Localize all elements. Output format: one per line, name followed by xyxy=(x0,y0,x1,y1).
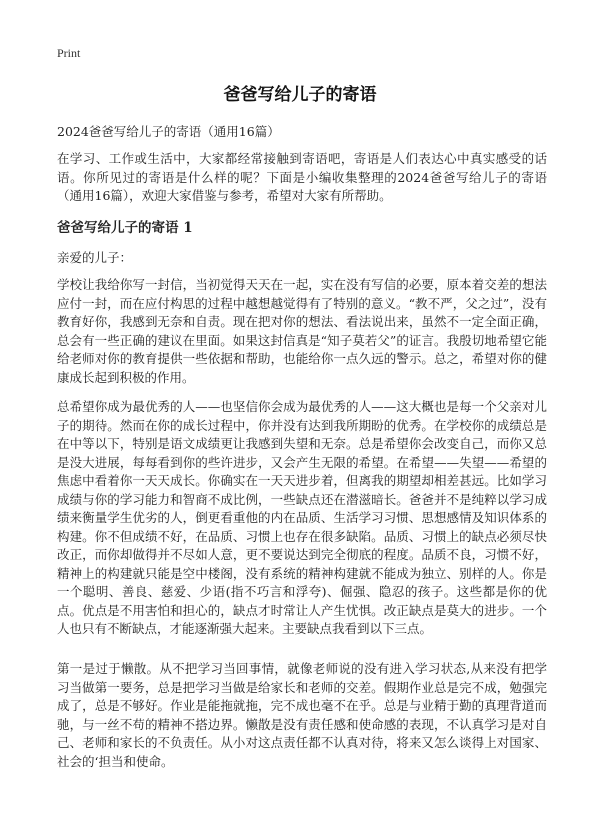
print-link[interactable]: Print xyxy=(57,46,81,60)
document-subtitle: 2024爸爸写给儿子的寄语（通用16篇） xyxy=(57,124,280,139)
body-paragraph-3: 第一是过于懒散。从不把学习当回事情，就像老师说的没有进入学习状态,从来没有把学习当做第一要务，总是把学习当做是给家长和老师的交差。假期作业总是完不成，勉强完成了，总是不够好。作业是能拖就拖，完不成也毫不在乎。总是与业精于勤的真理背道而驰，与一丝不苟的精神不搭边界。懒散是没有责任感和使命感的表现，不认真学习是对自己、老师和家长的不负责任。从小对这点责任都不认真对待，将来又怎么谈得上对国家、社会的‘担当和使命。 xyxy=(57,661,547,769)
page-title: 爸爸写给儿子的寄语 xyxy=(223,85,377,105)
body-paragraph-2: 总希望你成为最优秀的人——也坚信你会成为最优秀的人——这大概也是每一个父亲对儿子的期待。然而在你的成长过程中，你并没有达到我所期盼的优秀。在学校你的成绩总是在中等以下，特别是语文成绩更让我感到失望和无奈。总是希望你会改变自己，而你又总是没大进展，每每看到你的些许进步，又会产生无限的希望。在希望——失望——希望的焦虑中看着你一天天成长。你确实在一天天进步着，但离我的期望却相差甚远。比如学习成绩与你的学习能力和智商不成比例，一些缺点还在潜滋暗长。爸爸并不是纯粹以学习成绩来衡量学生优劣的人，倒更看重他的内在品质、生活学习习惯、思想感情及知识体系的构建。你不但成绩不好，在品质、习惯上也存在很多缺陷。品质、习惯上的缺点必须尽快改正，而你却做得并不尽如人意，更不要说达到完全彻底的程度。品质不良，习惯不好，精神上的构建就只能是空中楼阁，没有系统的精神构建就不能成为独立、别样的人。你是一个聪明、善良、慈爱、少语(指不巧言和浮夸)、倔强、隐忍的孩子。这些都是你的优点。优点是不用害怕和担心的，缺点才时常让人产生忧惧。改正缺点是莫大的进步。一个人也只有不断缺点，才能逐渐强大起来。主要缺点我看到以下三点。 xyxy=(57,399,547,636)
body-paragraph-1: 学校让我给你写一封信，当初觉得天天在一起，实在没有写信的必要，原本着交差的想法应付一封，而在应付构思的过程中越想越觉得有了特别的意义。“教不严，父之过”，没有教育好你，我感到无奈和自责。现在把对你的想法、看法说出来，虽然不一定全面正确，总会有一些正确的建议在里面。如果这封信真是“知子莫若父”的证言。我殷切地希望它能给老师对你的教育提供一些依据和帮助，也能给你一点久远的警示。总之，希望对你的健康成长起到积极的作用。 xyxy=(57,277,547,385)
section-heading: 爸爸写给儿子的寄语 1 xyxy=(57,220,193,236)
intro-paragraph: 在学习、工作或生活中，大家都经常接触到寄语吧，寄语是人们表达心中真实感受的话语。你所见过的寄语是什么样的呢？下面是小编收集整理的2024爸爸写给儿子的寄语（通用16篇），欢迎大家借鉴与参考，希望对大家有所帮助。 xyxy=(57,151,547,203)
greeting: 亲爱的儿子： xyxy=(57,250,133,265)
